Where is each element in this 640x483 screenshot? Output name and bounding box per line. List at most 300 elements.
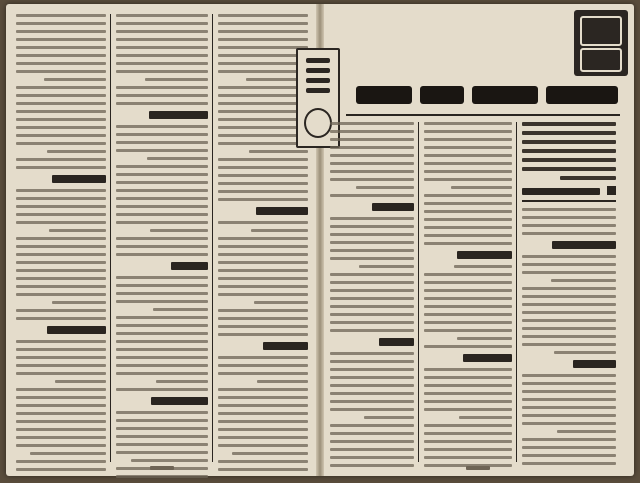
page-number	[150, 466, 174, 470]
text-line	[218, 174, 308, 177]
magazine-spread	[6, 4, 634, 476]
text-line	[218, 94, 308, 97]
text-line	[424, 273, 512, 276]
text-line	[522, 454, 616, 457]
intro-line	[522, 149, 616, 153]
text-line	[330, 464, 414, 467]
text-line	[16, 269, 106, 272]
text-line	[16, 142, 106, 145]
right-column-3	[330, 122, 414, 472]
text-line	[424, 432, 512, 435]
text-line	[116, 149, 208, 152]
text-line	[116, 284, 208, 287]
text-line	[424, 305, 512, 308]
text-line	[16, 253, 106, 256]
text-line	[424, 313, 512, 316]
text-line	[218, 444, 308, 447]
text-line	[552, 241, 616, 249]
text-line	[218, 309, 308, 312]
text-line	[16, 388, 106, 391]
text-line	[16, 86, 106, 89]
text-line	[451, 186, 512, 189]
text-line	[116, 411, 208, 414]
text-line	[330, 257, 414, 260]
text-line	[116, 245, 208, 248]
text-line	[522, 311, 616, 314]
text-line	[424, 345, 512, 348]
text-line	[147, 157, 208, 160]
text-line	[424, 368, 512, 371]
text-line	[16, 134, 106, 137]
text-line	[116, 205, 208, 208]
text-line	[16, 22, 106, 25]
text-line	[424, 297, 512, 300]
text-line	[424, 194, 512, 197]
text-line	[16, 293, 106, 296]
text-line	[522, 398, 616, 401]
text-line	[16, 110, 106, 113]
text-line	[145, 78, 208, 81]
text-line	[218, 38, 308, 41]
text-line	[330, 146, 414, 149]
text-line	[424, 138, 512, 141]
text-line	[256, 207, 308, 215]
text-line	[330, 162, 414, 165]
text-line	[218, 182, 308, 185]
text-line	[44, 78, 106, 81]
text-line	[16, 348, 106, 351]
text-line	[218, 372, 308, 375]
text-line	[116, 388, 208, 391]
text-line	[522, 208, 616, 211]
text-line	[116, 237, 208, 240]
intro-line	[522, 140, 616, 144]
author-rule	[522, 200, 616, 202]
text-line	[116, 46, 208, 49]
text-line	[424, 122, 512, 125]
text-line	[52, 301, 106, 304]
text-line	[218, 198, 308, 201]
text-line	[522, 446, 616, 449]
text-line	[218, 285, 308, 288]
text-line	[330, 297, 414, 300]
text-line	[218, 420, 308, 423]
text-line	[364, 416, 414, 419]
text-line	[116, 427, 208, 430]
text-line	[116, 372, 208, 375]
text-line	[55, 380, 106, 383]
text-line	[116, 189, 208, 192]
text-line	[116, 221, 208, 224]
text-line	[218, 126, 308, 129]
text-line	[379, 338, 414, 346]
text-line	[49, 229, 106, 232]
text-line	[116, 443, 208, 446]
text-line	[330, 194, 414, 197]
text-line	[218, 396, 308, 399]
text-line	[232, 452, 308, 455]
text-line	[16, 118, 106, 121]
text-line	[116, 86, 208, 89]
text-line	[16, 261, 106, 264]
text-line	[330, 233, 414, 236]
text-line	[116, 14, 208, 17]
text-line	[424, 376, 512, 379]
text-line	[16, 340, 106, 343]
text-line	[116, 253, 208, 256]
text-line	[116, 475, 208, 478]
headline-rule	[346, 114, 620, 116]
text-line	[16, 62, 106, 65]
text-line	[424, 384, 512, 387]
text-line	[16, 420, 106, 423]
text-line	[522, 343, 616, 346]
text-line	[330, 249, 414, 252]
text-line	[257, 380, 308, 383]
text-line	[330, 352, 414, 355]
text-line	[424, 392, 512, 395]
text-line	[522, 232, 616, 235]
text-line	[424, 218, 512, 221]
text-line	[16, 309, 106, 312]
text-line	[424, 130, 512, 133]
text-line	[424, 146, 512, 149]
text-line	[218, 245, 308, 248]
text-line	[151, 397, 208, 405]
text-line	[116, 22, 208, 25]
text-line	[153, 308, 208, 311]
text-line	[171, 262, 208, 270]
text-line	[218, 428, 308, 431]
text-line	[330, 122, 414, 125]
text-line	[424, 178, 512, 181]
text-line	[116, 30, 208, 33]
text-line	[522, 438, 616, 441]
intro-paragraph	[522, 122, 616, 185]
intro-line	[522, 167, 616, 171]
text-line	[16, 277, 106, 280]
text-line	[330, 241, 414, 244]
text-line	[218, 412, 308, 415]
text-line	[16, 237, 106, 240]
section-box-header	[574, 10, 628, 76]
text-line	[131, 459, 208, 462]
text-line	[218, 46, 308, 49]
text-line	[424, 440, 512, 443]
text-line	[330, 154, 414, 157]
text-line	[149, 111, 208, 119]
text-line	[551, 279, 616, 282]
text-line	[424, 234, 512, 237]
text-line	[218, 293, 308, 296]
intro-line	[522, 131, 616, 135]
text-line	[424, 242, 512, 245]
text-line	[218, 166, 308, 169]
text-line	[16, 460, 106, 463]
text-line	[218, 30, 308, 33]
text-line	[424, 289, 512, 292]
text-line	[522, 422, 616, 425]
text-line	[218, 70, 308, 73]
text-line	[218, 388, 308, 391]
text-line	[16, 158, 106, 161]
text-line	[16, 412, 106, 415]
text-line	[116, 451, 208, 454]
text-line	[330, 138, 414, 141]
text-line	[116, 348, 208, 351]
text-line	[249, 150, 308, 153]
text-line	[522, 406, 616, 409]
text-line	[218, 22, 308, 25]
author-marker	[607, 186, 616, 195]
text-line	[424, 202, 512, 205]
text-line	[522, 382, 616, 385]
intro-line	[560, 176, 616, 180]
text-line	[16, 126, 106, 129]
series-number	[304, 108, 332, 138]
intro-line	[522, 122, 616, 126]
text-line	[218, 134, 308, 137]
text-line	[522, 255, 616, 258]
text-line	[218, 317, 308, 320]
text-line	[218, 404, 308, 407]
text-line	[116, 276, 208, 279]
text-line	[218, 253, 308, 256]
text-line	[16, 38, 106, 41]
intro-line	[522, 158, 616, 162]
text-line	[424, 400, 512, 403]
text-line	[16, 102, 106, 105]
text-line	[218, 356, 308, 359]
text-line	[116, 356, 208, 359]
text-line	[251, 229, 308, 232]
text-line	[457, 251, 512, 259]
text-line	[330, 424, 414, 427]
column-divider	[418, 122, 419, 462]
author-name	[522, 188, 600, 195]
article-headline	[356, 80, 618, 108]
text-line	[218, 468, 308, 471]
text-line	[218, 364, 308, 367]
text-line	[30, 452, 106, 455]
text-line	[116, 300, 208, 303]
text-line	[330, 432, 414, 435]
text-line	[16, 70, 106, 73]
text-line	[116, 165, 208, 168]
text-line	[522, 327, 616, 330]
text-line	[263, 342, 308, 350]
text-line	[16, 197, 106, 200]
text-line	[330, 305, 414, 308]
text-line	[424, 448, 512, 451]
text-line	[330, 360, 414, 363]
text-line	[424, 321, 512, 324]
text-line	[116, 213, 208, 216]
text-line	[16, 364, 106, 367]
text-line	[116, 364, 208, 367]
text-line	[330, 225, 414, 228]
text-line	[156, 380, 208, 383]
text-line	[573, 360, 616, 368]
text-line	[522, 216, 616, 219]
text-line	[116, 70, 208, 73]
text-line	[218, 277, 308, 280]
text-line	[16, 221, 106, 224]
text-line	[254, 301, 308, 304]
text-line	[116, 332, 208, 335]
text-line	[16, 372, 106, 375]
text-line	[330, 456, 414, 459]
text-line	[372, 203, 414, 211]
text-line	[424, 162, 512, 165]
text-line	[16, 166, 106, 169]
text-line	[424, 210, 512, 213]
text-line	[47, 150, 106, 153]
text-line	[330, 273, 414, 276]
text-line	[218, 460, 308, 463]
text-line	[330, 368, 414, 371]
text-line	[330, 448, 414, 451]
text-line	[16, 404, 106, 407]
text-line	[16, 396, 106, 399]
text-line	[52, 175, 106, 183]
text-line	[218, 102, 308, 105]
text-line	[16, 205, 106, 208]
text-line	[16, 54, 106, 57]
text-line	[116, 324, 208, 327]
text-line	[457, 337, 512, 340]
left-page	[6, 4, 318, 476]
text-line	[16, 94, 106, 97]
left-column-1	[16, 14, 106, 476]
text-line	[522, 390, 616, 393]
text-line	[16, 213, 106, 216]
text-line	[522, 303, 616, 306]
text-line	[218, 62, 308, 65]
text-line	[218, 142, 308, 145]
text-line	[522, 414, 616, 417]
text-line	[116, 94, 208, 97]
text-line	[16, 436, 106, 439]
text-line	[16, 428, 106, 431]
left-column-2	[116, 14, 208, 483]
text-line	[116, 435, 208, 438]
text-line	[218, 110, 308, 113]
section-tag-top	[580, 16, 622, 46]
text-line	[116, 181, 208, 184]
text-line	[16, 14, 106, 17]
section-tag-bottom	[580, 48, 622, 72]
text-line	[522, 263, 616, 266]
text-line	[522, 295, 616, 298]
text-line	[218, 333, 308, 336]
text-line	[330, 170, 414, 173]
text-line	[330, 408, 414, 411]
text-line	[16, 46, 106, 49]
text-line	[522, 287, 616, 290]
column-divider	[110, 14, 111, 462]
text-line	[424, 329, 512, 332]
text-line	[116, 419, 208, 422]
text-line	[218, 14, 308, 17]
column-divider	[212, 14, 213, 462]
text-line	[330, 313, 414, 316]
text-line	[16, 189, 106, 192]
text-line	[522, 319, 616, 322]
text-line	[557, 430, 616, 433]
right-column-1	[522, 208, 616, 470]
text-line	[330, 130, 414, 133]
text-line	[330, 384, 414, 387]
text-line	[218, 261, 308, 264]
text-line	[218, 54, 308, 57]
text-line	[356, 186, 414, 189]
text-line	[218, 436, 308, 439]
text-line	[218, 269, 308, 272]
text-line	[459, 416, 512, 419]
text-line	[116, 141, 208, 144]
left-column-3	[218, 14, 308, 476]
text-line	[424, 408, 512, 411]
text-line	[522, 335, 616, 338]
text-line	[116, 316, 208, 319]
text-line	[522, 271, 616, 274]
page-number	[466, 466, 490, 470]
text-line	[424, 170, 512, 173]
text-line	[218, 118, 308, 121]
text-line	[116, 62, 208, 65]
text-line	[330, 289, 414, 292]
text-line	[424, 456, 512, 459]
text-line	[330, 440, 414, 443]
text-line	[116, 125, 208, 128]
text-line	[116, 133, 208, 136]
text-line	[463, 354, 512, 362]
text-line	[330, 376, 414, 379]
text-line	[47, 326, 106, 334]
text-line	[554, 351, 616, 354]
text-line	[16, 30, 106, 33]
text-line	[330, 281, 414, 284]
text-line	[218, 86, 308, 89]
text-line	[116, 197, 208, 200]
author-line	[522, 186, 616, 196]
text-line	[330, 178, 414, 181]
text-line	[218, 190, 308, 193]
text-line	[359, 265, 414, 268]
text-line	[522, 462, 616, 465]
right-column-2	[424, 122, 512, 472]
text-line	[330, 321, 414, 324]
text-line	[16, 285, 106, 288]
text-line	[424, 226, 512, 229]
text-line	[424, 154, 512, 157]
text-line	[16, 245, 106, 248]
column-divider	[516, 122, 517, 462]
text-line	[218, 221, 308, 224]
text-line	[150, 229, 208, 232]
text-line	[16, 444, 106, 447]
text-line	[454, 265, 512, 268]
text-line	[116, 173, 208, 176]
text-line	[16, 317, 106, 320]
text-line	[116, 340, 208, 343]
text-line	[116, 38, 208, 41]
text-line	[424, 424, 512, 427]
text-line	[116, 54, 208, 57]
text-line	[218, 158, 308, 161]
text-line	[522, 224, 616, 227]
